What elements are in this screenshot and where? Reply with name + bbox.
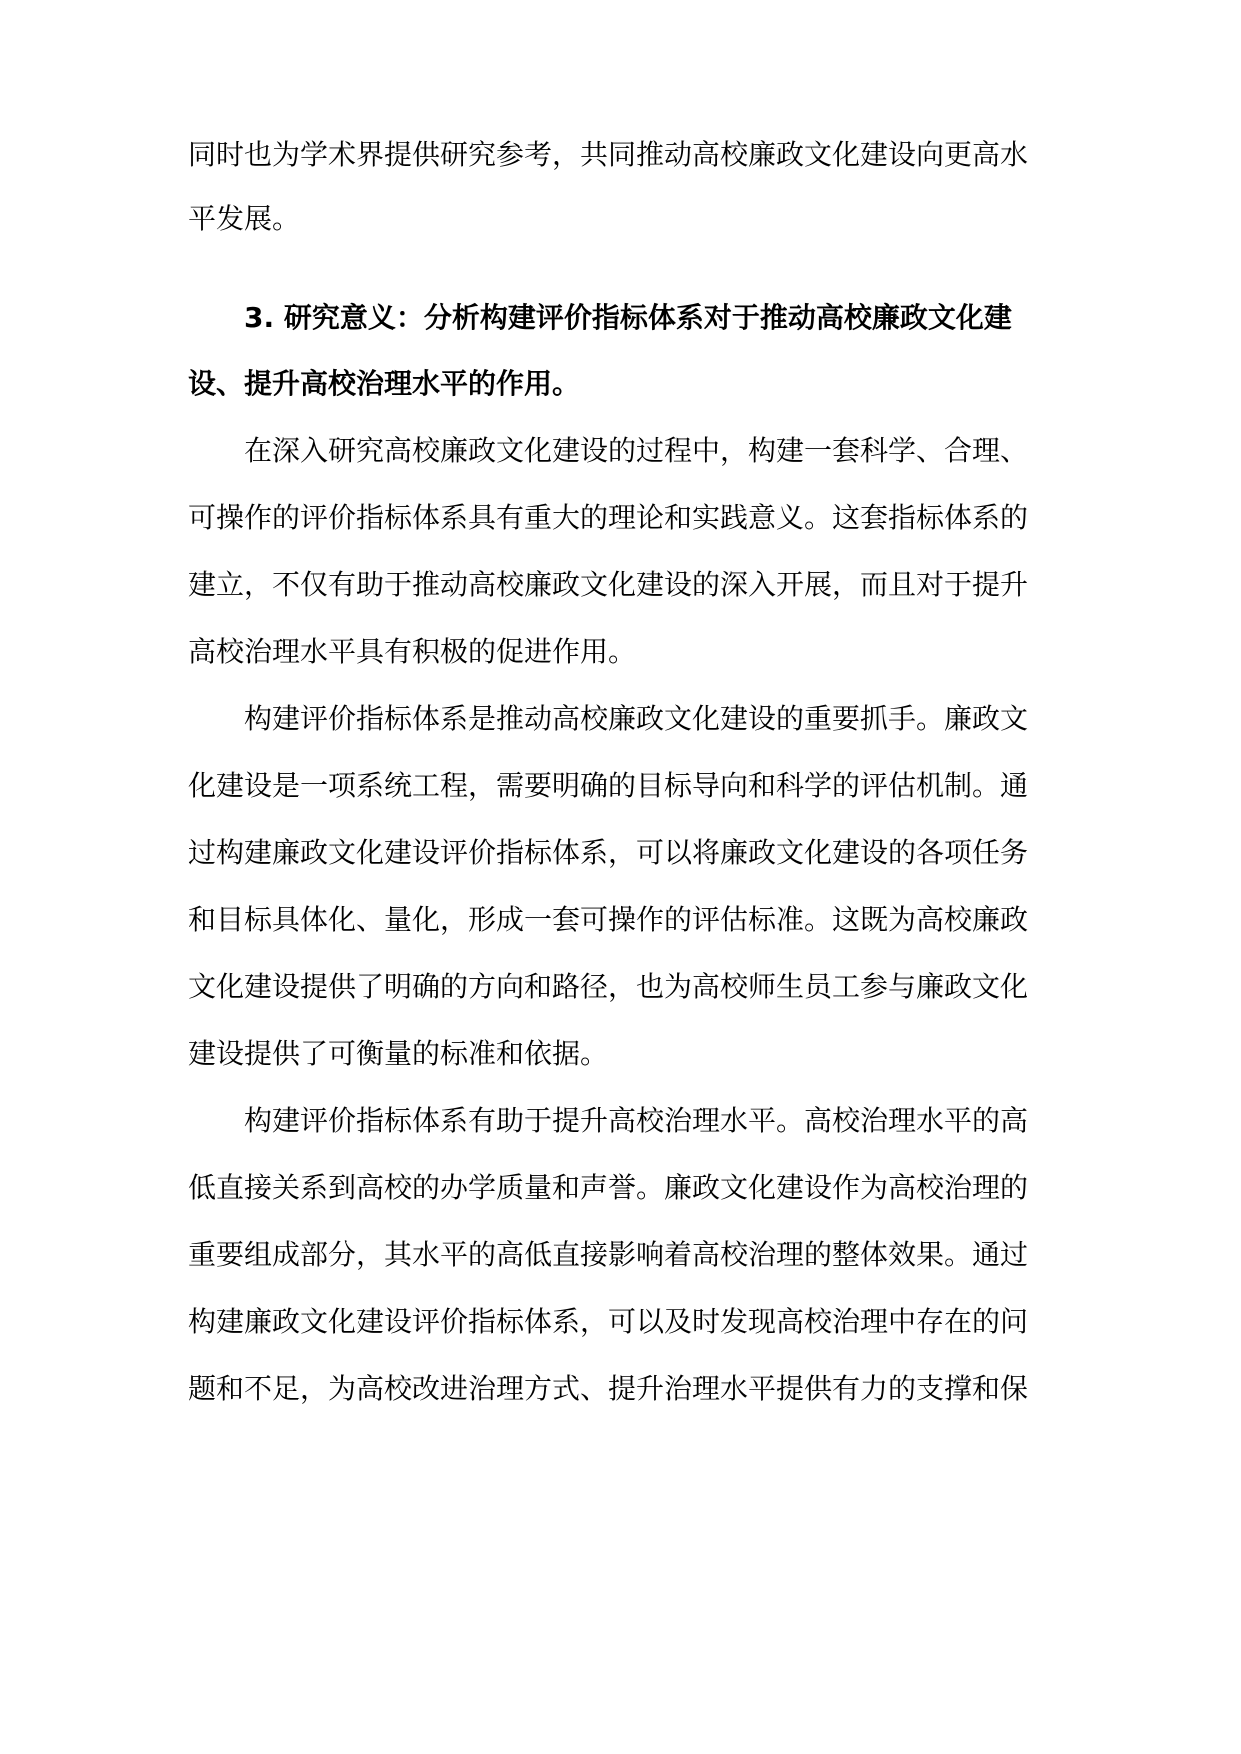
- section-heading-line: 设、提升高校治理水平的作用。: [188, 367, 581, 400]
- paragraph-line: 建立，不仅有助于推动高校廉政文化建设的深入开展，而且对于提升: [188, 568, 1029, 601]
- paragraph-line: 平发展。: [188, 202, 301, 235]
- paragraph-line: 题和不足，为高校改进治理方式、提升治理水平提供有力的支撑和保: [188, 1372, 1029, 1405]
- paragraph-line: 构建评价指标体系有助于提升高校治理水平。高校治理水平的高: [244, 1104, 1029, 1137]
- paragraph-line: 建设提供了可衡量的标准和依据。: [188, 1037, 609, 1070]
- paragraph-line: 构建廉政文化建设评价指标体系，可以及时发现高校治理中存在的问: [188, 1305, 1029, 1338]
- paragraph-line: 化建设是一项系统工程，需要明确的目标导向和科学的评估机制。通: [188, 769, 1029, 802]
- paragraph-line: 重要组成部分，其水平的高低直接影响着高校治理的整体效果。通过: [188, 1238, 1029, 1271]
- paragraph-line: 同时也为学术界提供研究参考，共同推动高校廉政文化建设向更高水: [188, 138, 1029, 171]
- paragraph-line: 和目标具体化、量化，形成一套可操作的评估标准。这既为高校廉政: [188, 903, 1029, 936]
- section-heading-line: 3. 研究意义：分析构建评价指标体系对于推动高校廉政文化建: [244, 301, 1012, 334]
- paragraph-line: 低直接关系到高校的办学质量和声誉。廉政文化建设作为高校治理的: [188, 1171, 1029, 1204]
- paragraph-line: 高校治理水平具有积极的促进作用。: [188, 635, 637, 668]
- paragraph-line: 文化建设提供了明确的方向和路径，也为高校师生员工参与廉政文化: [188, 970, 1029, 1003]
- paragraph-line: 在深入研究高校廉政文化建设的过程中，构建一套科学、合理、: [244, 434, 1029, 467]
- paragraph-line: 构建评价指标体系是推动高校廉政文化建设的重要抓手。廉政文: [244, 702, 1029, 735]
- paragraph-line: 过构建廉政文化建设评价指标体系，可以将廉政文化建设的各项任务: [188, 836, 1029, 869]
- paragraph-line: 可操作的评价指标体系具有重大的理论和实践意义。这套指标体系的: [188, 501, 1029, 534]
